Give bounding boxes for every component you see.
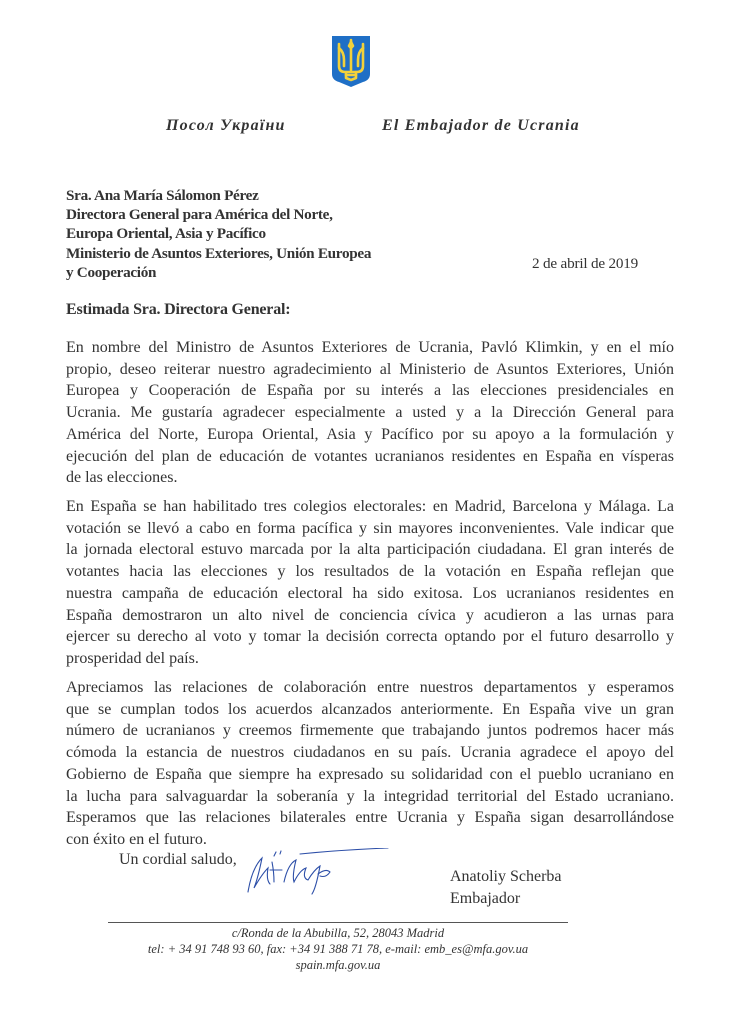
recipient-position-line: Europa Oriental, Asia y Pacífico <box>66 225 266 243</box>
paragraph-line: votación se llevó a cabo en forma pacífica y sin mayores inconvenientes. Vale indicar que <box>66 519 674 537</box>
footer-contact: tel: + 34 91 748 93 60, fax: +34 91 388 71 78, e-mail: emb_es@mfa.gov.ua <box>147 942 529 956</box>
paragraph-line: Esperamos que las relaciones bilaterales entre Ucrania y España sigan desarrollándose <box>66 809 674 827</box>
paragraph-line: nuestra campaña de educación electoral ha sido exitosa. Los ucranianos residentes en <box>66 584 674 602</box>
letter-date: 2 de abril de 2019 <box>532 255 639 272</box>
recipient-address-block <box>66 186 371 282</box>
paragraph-line: ejecución del plan de educación de votantes ucranianos residentes en España en vísperas <box>66 447 674 465</box>
signer-title: Embajador <box>450 890 521 907</box>
paragraph-line: la jornada electoral estuvo marcada por la alta participación ciudadana. El gran interés de <box>66 541 674 559</box>
paragraph-line: Europea y Cooperación de España por su interés a las elecciones presidenciales en <box>66 382 674 400</box>
paragraph-line: En nombre del Ministro de Asuntos Exteriores de Ucrania, Pavló Klimkin, y en el mío <box>66 339 674 356</box>
letterhead-title-ukrainian: Посол України <box>166 117 286 134</box>
recipient-name: Sra. Ana María Sálomon Pérez <box>66 187 259 204</box>
paragraph-line: la lucha para salvaguardar la soberanía y la integridad territorial del Estado ucraniano. <box>66 787 674 805</box>
paragraph-line: Gobierno de España que siempre ha expresado su solidaridad con el pueblo ucraniano en <box>66 765 674 783</box>
paragraph-line: votantes hacia las elecciones y los resultados de la votación en España reflejan que <box>66 563 674 581</box>
recipient-ministry-line: Ministerio de Asuntos Exteriores, Unión Europea <box>66 244 372 262</box>
paragraph-line: que se cumplan todos los acuerdos alcanzados anteriormente. En España vive un gran <box>66 700 674 718</box>
paragraph-line: número de ucranianos y creemos firmemente que trabajando juntos podremos hacer más <box>66 722 674 740</box>
handwritten-signature-icon <box>240 848 390 896</box>
salutation: Estimada Sra. Directora General: <box>66 301 291 318</box>
signer-name: Anatoliy Scherba <box>450 868 562 885</box>
paragraph-line: cómoda la estancia de nuestros ciudadanos en su país. Ucrania agradece el apoyo del <box>66 744 674 762</box>
paragraph-line: España demostraron un alto nivel de conciencia cívica y acudieron a las urnas para <box>66 606 674 624</box>
body-paragraph <box>66 496 674 670</box>
footer-address: c/Ronda de la Abubilla, 52, 28043 Madrid <box>231 926 445 940</box>
body-paragraph <box>66 677 674 851</box>
ukraine-coat-of-arms-icon <box>330 34 372 88</box>
paragraph-line: de las elecciones. <box>66 469 178 487</box>
paragraph-line: Apreciamos las relaciones de colaboración entre nuestros departamentos y esperamos <box>66 679 674 696</box>
letterhead-title-spanish: El Embajador de Ucrania <box>382 117 580 134</box>
recipient-ministry-line: y Cooperación <box>66 263 157 281</box>
paragraph-line: prosperidad del país. <box>66 649 199 667</box>
paragraph-line: América del Norte, Europa Oriental, Asia y Pacífico por su apoyo a la formulación y <box>66 425 674 443</box>
recipient-position-line: Directora General para América del Norte, <box>66 206 333 224</box>
footer-website: spain.mfa.gov.ua <box>295 958 381 972</box>
closing-phrase: Un cordial saludo, <box>119 851 237 868</box>
paragraph-line: con éxito en el futuro. <box>66 830 207 848</box>
paragraph-line: propio, deseo reiterar nuestro agradecimiento al Ministerio de Asuntos Exteriores, Unión <box>66 360 674 378</box>
paragraph-line: ejercer su derecho al voto y tomar la decisión correcta optando por el futuro desarrollo y <box>66 628 674 646</box>
paragraph-line: Ucrania. Me gustaría agradecer especialmente a usted y a la Dirección General para <box>66 404 674 422</box>
footer-divider <box>108 922 568 923</box>
body-paragraph <box>66 337 674 489</box>
paragraph-line: En España se han habilitado tres colegios electorales: en Madrid, Barcelona y Málaga. La <box>66 498 674 515</box>
